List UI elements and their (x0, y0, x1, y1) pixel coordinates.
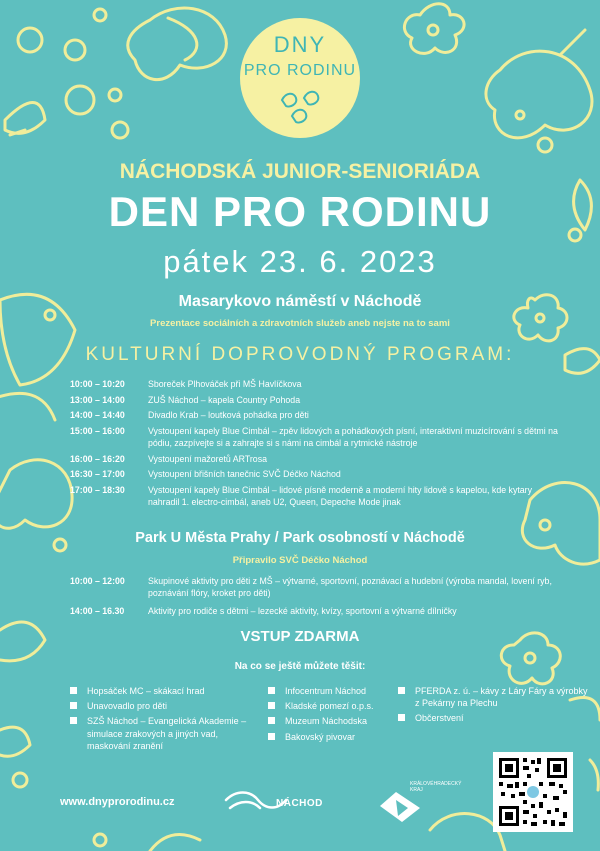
circle-doodle (94, 9, 106, 21)
list-item (268, 685, 388, 697)
list-item (268, 700, 388, 712)
list-item (70, 715, 255, 752)
list-item (70, 685, 255, 697)
flower-doodle (404, 4, 464, 54)
circle-doodle (540, 520, 550, 530)
extras-column-1 (70, 685, 255, 755)
bullet-box-icon (268, 717, 275, 724)
badge-line2: PRO RODINU (243, 62, 357, 79)
bird-doodle (486, 51, 592, 138)
list-item-label: Občerstvení (415, 713, 464, 724)
bird-doodle (168, 18, 197, 60)
list-item-label: PFERDA z. ú. – kávy z Láry Fáry a výrobky z Pekárny na Plechu (415, 686, 588, 709)
circle-doodle (109, 89, 121, 101)
leaf-doodle (0, 727, 30, 756)
list-item-label: Infocentrum Náchod (285, 686, 367, 696)
schedule-desc: ZUŠ Náchod – kapela Country Pohoda (148, 394, 301, 405)
schedule-row (70, 468, 560, 480)
list-item-label: Hopsáček MC – skákací hrad (87, 686, 205, 696)
circle-doodle (538, 138, 552, 152)
schedule-desc: Vystoupení břišních tanečnic SVČ Déčko Náchod (148, 469, 341, 480)
schedule-time: 10:00 – 10:20 (70, 379, 125, 389)
entry-free: VSTUP ZDARMA (240, 628, 360, 645)
circle-doodle (18, 28, 42, 52)
venue-1-name: Masarykovo náměstí v Náchodě (178, 293, 422, 310)
circle-doodle (94, 834, 106, 846)
qr-code[interactable] (493, 752, 573, 832)
schedule-desc: Vystoupení kapely Blue Cimbál – zpěv lidových a pohádkových písní, interaktivní muzicírování s dětmi na pódiu, zazpívejte si a zahrajte si s námi na cimbál a rytmické nástroje (148, 425, 558, 449)
kraj-logo-text: KRÁLOVÉHRADECKÝ KRAJ (410, 781, 462, 793)
schedule-time: 10:00 – 12:00 (70, 576, 125, 586)
circle-doodle (112, 122, 128, 138)
bullet-box-icon (268, 733, 275, 740)
schedule-row (70, 484, 560, 509)
bullet-box-icon (70, 687, 77, 694)
schedule-desc: Skupinové aktivity pro děti z MŠ – výtvarné, sportovní, poznávací a hudební (výroba mandal, lovení ryb, poznávání flóry, kroket pro děti) (148, 576, 552, 599)
schedule-time: 14:00 – 14:40 (70, 410, 125, 421)
schedule-time: 13:00 – 14:00 (70, 394, 125, 405)
bullet-box-icon (70, 717, 77, 724)
schedule-time: 16:30 – 17:00 (70, 469, 125, 480)
schedule-row (70, 605, 560, 617)
schedule-2 (70, 575, 560, 622)
schedule-desc: Vystoupení kapely Blue Cimbál – lidové písně moderně a moderní hity lidově s kapelou, kde kytary nahradil 1. electro-cimbál, aneb U2, Queen, Depeche Mode jinak (148, 484, 533, 508)
schedule-1 (70, 378, 560, 512)
event-title: DEN PRO RODINU (108, 188, 492, 235)
schedule-time: 15:00 – 16:00 (70, 425, 125, 436)
list-item-label: Bakovský pivovar (285, 731, 356, 742)
bullet-box-icon (398, 687, 405, 694)
schedule-row (70, 378, 560, 390)
circle-doodle (13, 773, 27, 787)
schedule-row (70, 425, 560, 450)
list-item (398, 685, 588, 709)
schedule-desc: Vystoupení mažoretů ARTrosa (148, 453, 267, 464)
leaf-doodle (0, 393, 55, 420)
list-item (268, 731, 388, 743)
circle-doodle (428, 25, 438, 35)
venue-2-name: Park U Města Prahy / Park osobností v Náchodě (135, 530, 465, 546)
bird-doodle (0, 460, 72, 528)
list-item (70, 700, 255, 712)
list-item (268, 715, 388, 727)
list-item-label: Unavovadlo pro děti (87, 701, 168, 712)
circle-doodle (66, 86, 94, 114)
website-link[interactable]: www.dnyprorodinu.cz (60, 796, 175, 808)
venue-1-subtitle: Prezentace sociálních a zdravotních služeb aneb nejste na to sami (150, 318, 450, 329)
bullet-box-icon (70, 702, 77, 709)
bird-doodle (128, 8, 227, 80)
nachod-logo-text: NÁCHOD (276, 798, 323, 809)
schedule-time: 17:00 – 18:30 (70, 484, 125, 495)
leaf-doodle (590, 760, 598, 790)
schedule-time: 14:00 – 16.30 (70, 605, 125, 616)
circle-doodle (516, 111, 524, 119)
list-item-label: Muzeum Náchodska (285, 716, 368, 727)
bird-doodle (560, 30, 585, 55)
birds-icon (278, 86, 322, 126)
schedule-row (70, 575, 560, 600)
schedule-time: 16:00 – 16:20 (70, 453, 125, 464)
bullet-box-icon (268, 687, 275, 694)
list-item-label: Kladské pomezí o.p.s. (285, 701, 374, 712)
program-heading: KULTURNÍ DOPROVODNÝ PROGRAM: (85, 344, 515, 365)
list-item (398, 712, 588, 724)
list-item-label: SZŠ Náchod – Evangelická Akademie – simulace zrakových a jiných vad, maskování zranění (87, 716, 247, 751)
venue-2-subtitle: Připravilo SVČ Déčko Náchod (232, 555, 368, 566)
badge-line1: DNY (273, 32, 327, 57)
schedule-desc: Divadlo Krab – loutková pohádka pro děti (148, 410, 309, 421)
schedule-row (70, 409, 560, 421)
leaf-doodle (150, 835, 200, 851)
bullet-box-icon (268, 702, 275, 709)
schedule-row (70, 453, 560, 465)
circle-doodle (65, 40, 85, 60)
look-forward-heading: Na co se ještě můžete těšit: (234, 661, 366, 672)
schedule-row (70, 394, 560, 406)
bullet-box-icon (398, 714, 405, 721)
extras-column-3 (398, 685, 588, 728)
schedule-desc: Aktivity pro rodiče s dětmi – lezecké aktivity, kvízy, sportovní a výtvarné dílničky (148, 605, 457, 616)
extras-column-2 (268, 685, 388, 746)
schedule-desc: Sboreček Plhováček při MŠ Havlíčkova (148, 379, 302, 389)
event-date: pátek 23. 6. 2023 (163, 244, 437, 279)
event-subtitle: NÁCHODSKÁ JUNIOR-SENIORIÁDA (119, 160, 481, 183)
dny-pro-rodinu-badge (240, 18, 360, 138)
